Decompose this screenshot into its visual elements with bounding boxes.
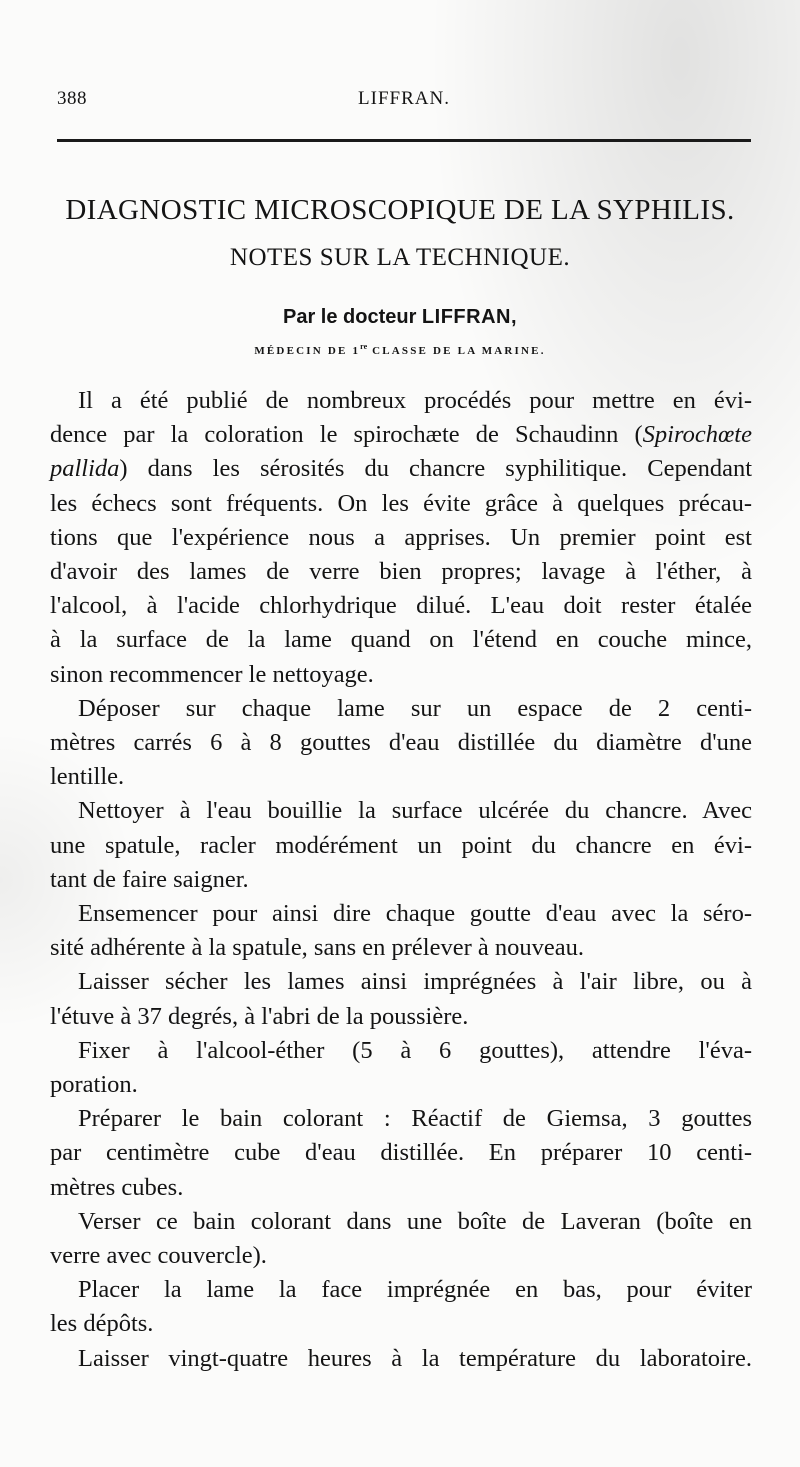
author-name: LIFFRAN,	[421, 306, 518, 328]
paragraph-9	[50, 1273, 752, 1341]
text-line: mètres cubes.	[50, 1173, 184, 1201]
text-line: à la surface de la lame quand on l'étend en couche mince,	[50, 626, 752, 654]
text-line: Verser ce bain colorant dans une boîte de Laveran (boîte en	[78, 1207, 752, 1235]
paragraph-7	[50, 1102, 752, 1205]
paragraph-6	[50, 1034, 752, 1102]
page-number: 388	[57, 88, 87, 109]
author-prefix: Par le docteur	[282, 306, 422, 328]
text-line	[50, 452, 752, 486]
paragraph-10	[50, 1342, 752, 1376]
article-title: DIAGNOSTIC MICROSCOPIQUE DE LA SYPHILIS.	[65, 194, 735, 226]
text-line: Nettoyer à l'eau bouillie la surface ulcérée du chancre. Avec	[78, 797, 752, 825]
author-line	[40, 306, 760, 329]
text-line: les dépôts.	[50, 1310, 154, 1338]
affiliation-text-end: CLASSE DE LA MARINE.	[367, 345, 546, 357]
text-line: Fixer à l'alcool-éther (5 à 6 gouttes), attendre l'éva-	[78, 1036, 752, 1064]
text-span: ) dans les sérosités du chancre syphilitique. Cependant	[119, 455, 752, 483]
italic-species-name: Spirochœte	[642, 421, 752, 449]
text-line: tions que l'expérience nous a apprises. Un premier point est	[50, 523, 752, 551]
text-line: Laisser vingt-quatre heures à la température du laboratoire.	[78, 1344, 752, 1372]
text-line: Déposer sur chaque lame sur un espace de 2 centi-	[78, 694, 752, 722]
paragraph-2	[50, 692, 752, 795]
text-line: une spatule, racler modérément un point du chancre en évi-	[50, 831, 752, 859]
text-span: dence par la coloration le spirochæte de Schaudinn (	[50, 421, 643, 449]
text-line: verre avec couvercle).	[50, 1242, 267, 1270]
paragraph-1	[50, 384, 752, 692]
text-line: d'avoir des lames de verre bien propres; lavage à l'éther, à	[50, 558, 752, 586]
paragraph-8	[50, 1205, 752, 1273]
text-line: Laisser sécher les lames ainsi imprégnées à l'air libre, ou à	[78, 968, 752, 996]
text-line: poration.	[50, 1071, 138, 1099]
running-title: LIFFRAN.	[358, 88, 450, 109]
text-line: Placer la lame la face imprégnée en bas, pour éviter	[78, 1276, 752, 1304]
header-rule	[57, 139, 751, 142]
text-line: sité adhérente à la spatule, sans en prélever à nouveau.	[50, 934, 584, 962]
paragraph-4	[50, 897, 752, 965]
text-line: Ensemencer pour ainsi dire chaque goutte d'eau avec la séro-	[78, 900, 752, 928]
text-line: par centimètre cube d'eau distillée. En préparer 10 centi-	[50, 1139, 752, 1167]
author-affiliation	[40, 342, 760, 357]
affiliation-ordinal-suffix: re	[360, 342, 368, 351]
article-body	[50, 384, 752, 1376]
paragraph-5	[50, 965, 752, 1033]
text-line: tant de faire saigner.	[50, 865, 249, 893]
text-line: Il a été publié de nombreux procédés pour mettre en évi-	[78, 387, 752, 414]
text-line: lentille.	[50, 763, 125, 791]
affiliation-text-start: MÉDECIN DE 1	[254, 345, 361, 357]
text-line: les échecs sont fréquents. On les évite grâce à quelques précau-	[50, 489, 752, 517]
paragraph-3	[50, 794, 752, 897]
text-line	[50, 418, 752, 452]
italic-species-name: pallida	[50, 455, 120, 483]
text-line: l'alcool, à l'acide chlorhydrique dilué. L'eau doit rester étalée	[50, 592, 752, 620]
text-line: Préparer le bain colorant : Réactif de Giemsa, 3 gouttes	[78, 1105, 752, 1133]
text-line: sinon recommencer le nettoyage.	[50, 660, 374, 688]
article-subtitle: NOTES SUR LA TECHNIQUE.	[229, 244, 571, 271]
text-line: l'étuve à 37 degrés, à l'abri de la poussière.	[50, 1002, 469, 1030]
running-head	[57, 88, 751, 114]
text-line: mètres carrés 6 à 8 gouttes d'eau distillée du diamètre d'une	[50, 729, 752, 757]
